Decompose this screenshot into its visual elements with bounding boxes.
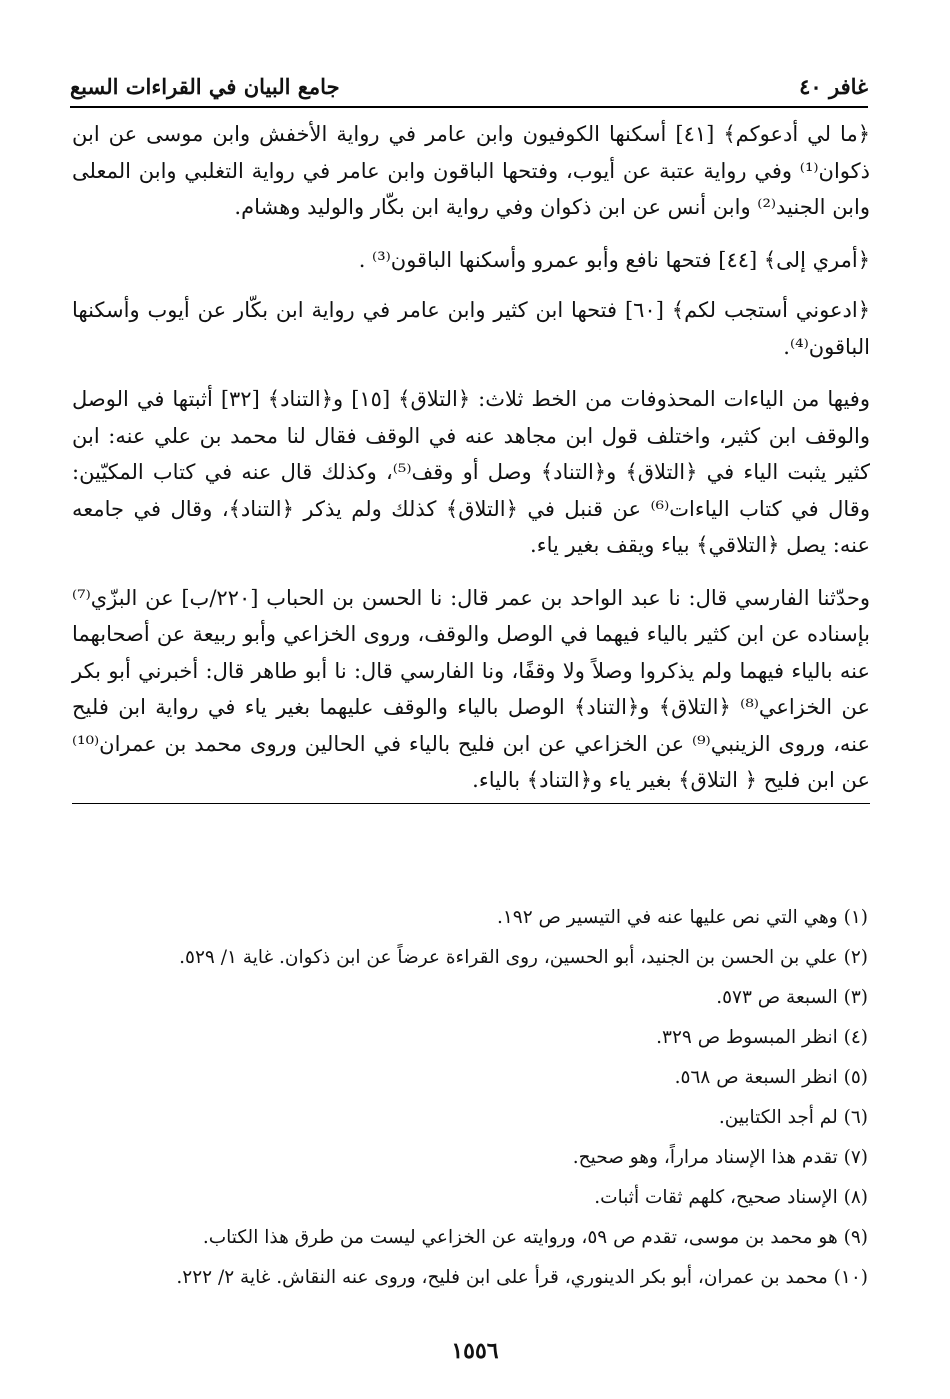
footnote-6: (٦) لم أجد الكتابين. bbox=[718, 1107, 868, 1128]
paragraph-4: وفيها من الياءات المحذوفات من الخط ثلاث: ﴿التلاق﴾ [١٥] و﴿التناد﴾ [٣٢] أثبتها في الوصل والوقف ابن كثير، واختلف قول ابن مجاهد عنه في الوقف فقال لنا محمد بن علي عنه: ابن كثير يثبت الياء في ﴿التلاق﴾ و﴿التناد﴾ وصل أو وقف⁽⁵⁾، وكذلك قال عنه في كتاب المكيّين: وقال في كتاب الياءات⁽⁶⁾ عن قنبل في ﴿التلاق﴾ كذلك ولم يذكر ﴿التناد﴾، وقال في جامعه عنه: يصل ﴿التلاقي﴾ بياء ويقف بغير ياء. bbox=[72, 387, 870, 557]
footnote-8: (٨) الإسناد صحيح، كلهم ثقات أثبات. bbox=[594, 1187, 868, 1208]
footnotes bbox=[72, 900, 868, 1300]
footnote-1: (١) وهي التي نص عليها عنه في التيسير ص ١٩٢. bbox=[496, 907, 868, 928]
footnote-5: (٥) انظر السبعة ص ٥٦٨. bbox=[674, 1067, 868, 1088]
running-header bbox=[70, 66, 868, 108]
footnote-2: (٢) علي بن الحسن بن الجنيد، أبو الحسين، روى القراءة عرضاً عن ابن ذكوان. غاية ١/ ٥٢٩. bbox=[179, 947, 868, 968]
main-text bbox=[72, 116, 870, 820]
header-surah: غافر ٤٠ bbox=[799, 73, 868, 99]
page-number: ١٥٥٦ bbox=[451, 1338, 499, 1364]
paragraph-3: ﴿ادعوني أستجب لكم﴾ [٦٠] فتحها ابن كثير وابن عامر في رواية ابن بكّار عن أيوب وأسكنها الباقون⁽⁴⁾. bbox=[72, 298, 871, 359]
paragraph-5: وحدّثنا الفارسي قال: نا عبد الواحد بن عمر قال: نا الحسن بن الحباب [٢٢٠/ب] عن البزّي⁽⁷⁾ بإسناده عن ابن كثير بالياء فيهما في الوصل والوقف، وروى الخزاعي وأبو ربيعة عن أصحابهما عنه بالياء فيهما ولم يذكروا وصلاً ولا وقفًا، ونا الفارسي قال: نا أبو طاهر قال: أخبرني أبو بكر عن الخزاعي⁽⁸⁾ ﴿التلاق﴾ و﴿التناد﴾ الوصل بالياء والوقف عليهما بغير ياء في رواية ابن فليح عنه، وروى الزينبي⁽⁹⁾ عن الخزاعي عن ابن فليح بالياء في الحالين وروى محمد بن عمران⁽¹⁰⁾ عن ابن فليح ﴿ التلاق﴾ بغير ياء و﴿التناد﴾ بالياء. bbox=[72, 580, 870, 804]
paragraph-1: ﴿ما لي أدعوكم﴾ [٤١] أسكنها الكوفيون وابن عامر في رواية الأخفش وابن موسى عن ابن ذكوان⁽¹⁾ وفي رواية عتبة عن أيوب، وفتحها الباقون وابن عامر في رواية التغلبي وابن المعلى وابن الجنيد⁽²⁾ وابن أنس عن ابن ذكوان وفي رواية ابن بكّار والوليد وهشام. bbox=[72, 122, 871, 219]
footnote-3: (٣) السبعة ص ٥٧٣. bbox=[716, 987, 868, 1008]
footnote-7: (٧) تقدم هذا الإسناد مراراً، وهو صحيح. bbox=[572, 1147, 868, 1168]
footnote-9: (٩) هو محمد بن موسى، تقدم ص ٥٩، وروايته عن الخزاعي ليست من طرق هذا الكتاب. bbox=[202, 1227, 868, 1248]
header-book-title: جامع البيان في القراءات السبع bbox=[70, 73, 340, 99]
paragraph-2: ﴿أمري إلى﴾ [٤٤] فتحها نافع وأبو عمرو وأسكنها الباقون⁽³⁾ . bbox=[358, 247, 870, 272]
footnote-4: (٤) انظر المبسوط ص ٣٢٩. bbox=[656, 1027, 868, 1048]
footnote-10: (١٠) محمد بن عمران، أبو بكر الدينوري، قرأ على ابن فليح، وروى عنه النقاش. غاية ٢/ ٢٢٢. bbox=[176, 1267, 868, 1288]
